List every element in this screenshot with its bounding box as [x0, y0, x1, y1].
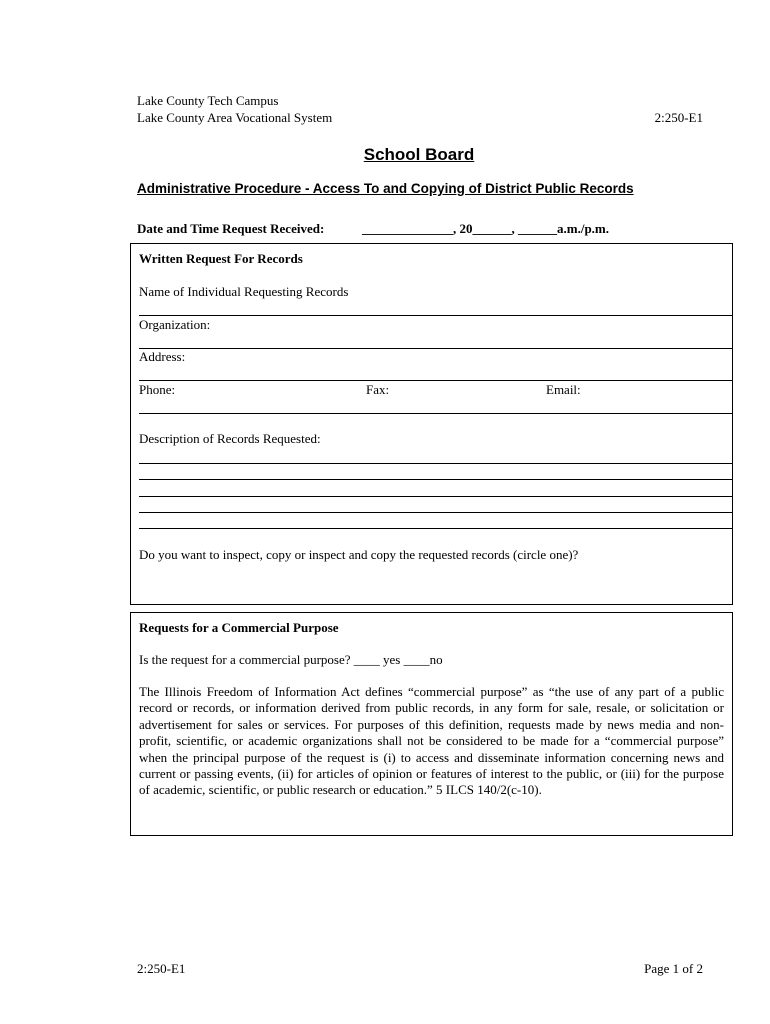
description-line[interactable] — [139, 479, 733, 480]
commercial-heading: Requests for a Commercial Purpose — [139, 620, 339, 635]
description-label: Description of Records Requested: — [139, 431, 321, 446]
phone-label: Phone: — [139, 382, 176, 397]
address-line[interactable] — [139, 380, 733, 381]
foia-definition-paragraph: The Illinois Freedom of Information Act defines “commercial purpose” as “the use of any part of a public record or records, or information derived from public records, in any form for sale, resale, or solicitation or advertisement for sales or services. For purposes of this definition, requests made by news media and non-profit, scientific, or academic organizations shall not be considered to be made for a “commercial purpose” when the principal purpose of the request is (i) to access and disseminate information concerning news and current or passing events, (ii) for articles of opinion or features of interest to the public, or (iii) for the purpose of academic, scientific, or public research or education.” 5 ILCS 140/2(c-10). — [139, 684, 724, 798]
address-label: Address: — [139, 349, 186, 364]
written-request-heading: Written Request For Records — [139, 251, 303, 266]
procedure-subtitle: Administrative Procedure - Access To and Copying of District Public Records — [137, 181, 634, 196]
contact-line[interactable] — [139, 413, 733, 414]
fax-label: Fax: — [366, 382, 390, 397]
email-label: Email: — [546, 382, 581, 397]
document-code: 2:250-E1 — [654, 110, 703, 125]
page-title: School Board — [363, 145, 475, 164]
description-line[interactable] — [139, 528, 733, 529]
inspect-copy-question: Do you want to inspect, copy or inspect and copy the requested records (circle one)? — [139, 547, 579, 562]
commercial-question: Is the request for a commercial purpose? ____ yes ____no — [139, 652, 443, 667]
description-line[interactable] — [139, 512, 733, 513]
date-received-field[interactable]: ______________, 20______, ______a.m./p.m. — [362, 221, 609, 236]
description-line[interactable] — [139, 463, 733, 464]
requester-name-line[interactable] — [139, 315, 733, 316]
requester-name-label: Name of Individual Requesting Records — [139, 284, 349, 299]
organization-label: Organization: — [139, 317, 211, 332]
campus-name: Lake County Tech Campus — [137, 93, 279, 108]
page-number: Page 1 of 2 — [644, 961, 703, 976]
date-received-label: Date and Time Request Received: — [137, 221, 325, 236]
description-line[interactable] — [139, 496, 733, 497]
system-name: Lake County Area Vocational System — [137, 110, 333, 125]
footer-code: 2:250-E1 — [137, 961, 186, 976]
organization-line[interactable] — [139, 348, 733, 349]
